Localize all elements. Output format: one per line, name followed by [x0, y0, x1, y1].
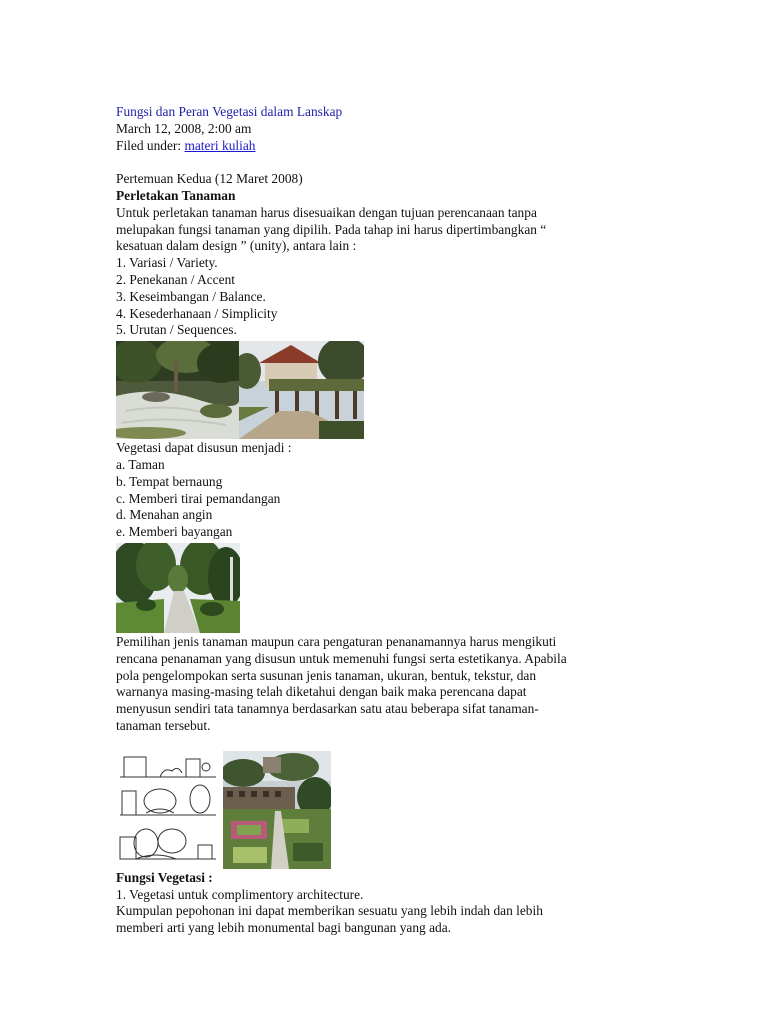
intro-paragraph-line: Untuk perletakan tanaman harus disesuaikan dengan tujuan perencanaan tanpa: [116, 204, 537, 220]
unity-list-item: 4. Kesederhanaan / Simplicity: [116, 305, 278, 321]
arrangement-list-item: d. Menahan angin: [116, 507, 213, 523]
formal-garden-photo: [223, 751, 331, 869]
arrangement-list-item: c. Memberi tirai pemandangan: [116, 490, 281, 506]
section-heading-perletakan: Perletakan Tanaman: [116, 187, 236, 203]
filed-under: [116, 138, 656, 155]
meeting-line: Pertemuan Kedua (12 Maret 2008): [116, 171, 303, 187]
selection-paragraph-line: pola pengelompokan serta susunan jenis tanaman, ukuran, bentuk, tekstur, dan: [116, 667, 537, 683]
selection-paragraph-line: Pemilihan jenis tanaman maupun cara pengaturan penanamannya harus mengikuti: [116, 633, 557, 649]
unity-list-item: 3. Keseimbangan / Balance.: [116, 288, 266, 304]
tree-lined-path-photo: [116, 543, 240, 633]
function-paragraph-line: Kumpulan pepohonan ini dapat memberikan sesuatu yang lebih indah dan lebih: [116, 903, 543, 919]
unity-list-item: 5. Urutan / Sequences.: [116, 322, 237, 338]
post-content: [116, 104, 656, 937]
pergola-house-photo: [239, 341, 364, 439]
arrangement-list-item: a. Taman: [116, 456, 165, 472]
section-heading-fungsi: Fungsi Vegetasi :: [116, 869, 213, 885]
intro-paragraph-line: melupakan fungsi tanaman yang dipilih. Pada tahap ini harus dipertimbangkan “: [116, 221, 547, 237]
image-row-2: [116, 543, 656, 633]
post-title: Fungsi dan Peran Vegetasi dalam Lanskap: [116, 104, 343, 119]
unity-list-item: 1. Variasi / Variety.: [116, 255, 218, 271]
arrangement-list-item: e. Memberi bayangan: [116, 524, 233, 540]
arrangement-lead: Vegetasi dapat disusun menjadi :: [116, 440, 292, 456]
section-sketch-drawing: [116, 751, 220, 869]
zen-garden-photo: [116, 341, 239, 439]
arrangement-list-item: b. Tempat bernaung: [116, 473, 223, 489]
image-row-3: [116, 751, 656, 869]
selection-paragraph-line: tanaman tersebut.: [116, 717, 211, 733]
selection-paragraph-line: warnanya masing-masing telah diketahui dengan baik maka perencana dapat: [116, 684, 527, 700]
function-paragraph-line: memberi arti yang lebih monumental bagi bangunan yang ada.: [116, 920, 452, 936]
selection-paragraph-line: menyusun sendiri tata tanamnya berdasarkan satu atau beberapa sifat tanaman-: [116, 701, 539, 717]
selection-paragraph-line: rencana penanaman yang disusun untuk memenuhi fungsi serta estetikanya. Apabila: [116, 650, 567, 666]
image-row-1: [116, 341, 656, 439]
filed-under-label: Filed under:: [116, 137, 182, 153]
function-item-1: 1. Vegetasi untuk complimentory architecture.: [116, 886, 364, 902]
unity-list-item: 2. Penekanan / Accent: [116, 271, 235, 287]
post-date: March 12, 2008, 2:00 am: [116, 120, 252, 136]
intro-paragraph-line: kesatuan dalam design ” (unity), antara lain :: [116, 238, 357, 254]
category-link[interactable]: materi kuliah: [184, 137, 256, 153]
